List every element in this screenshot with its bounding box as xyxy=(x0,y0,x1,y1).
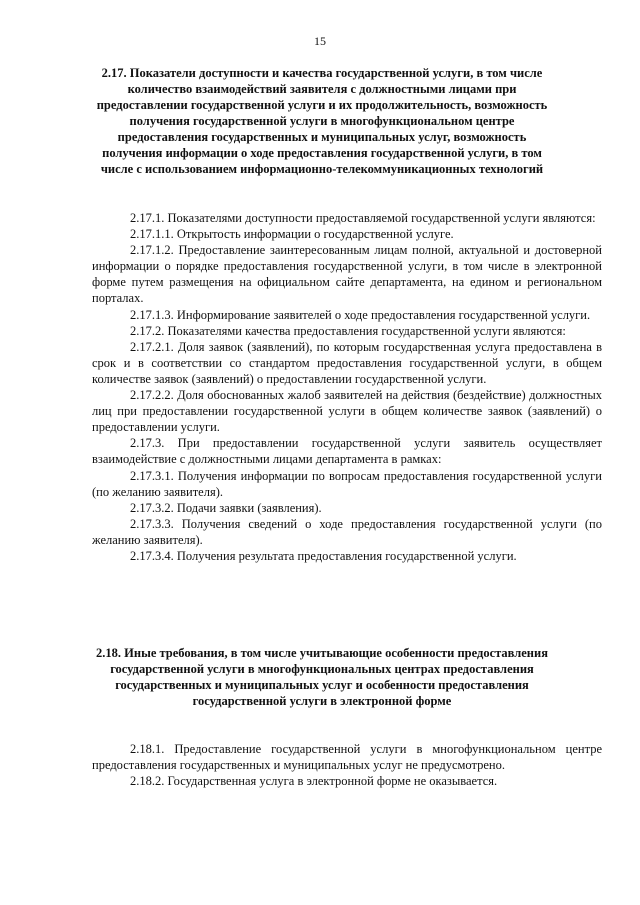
paragraph-2-17-3-2: 2.17.3.2. Подачи заявки (заявления). xyxy=(130,500,322,515)
section-2-18-heading: 2.18. Иные требования, в том числе учитывающие особенности предоставления государственной услуги в многофункциональных центрах предоставления государственных и муниципальных услуг и особенности предоставления государственной услуги в электронной форме xyxy=(96,646,548,708)
paragraph-2-17-3-4: 2.17.3.4. Получения результата предоставления государственной услуги. xyxy=(130,548,517,563)
paragraph-2-17-2-1: 2.17.2.1. Доля заявок (заявлений), по которым государственная услуга предоставлена в срок и в соответствии со стандартом предоставления государственной услуги, в общем количестве заявок (заявлений) о предоставлении государственной услуги. xyxy=(92,339,602,386)
section-2-18-body xyxy=(92,741,602,789)
paragraph-2-17-3: 2.17.3. При предоставлении государственной услуги заявитель осуществляет взаимодействие с должностными лицами департамента в рамках: xyxy=(92,436,602,467)
paragraph-2-17-2: 2.17.2. Показателями качества предоставления государственной услуги являются: xyxy=(130,323,566,338)
paragraph-2-17-1: 2.17.1. Показателями доступности предоставляемой государственной услуги являются: xyxy=(130,211,596,225)
paragraph-2-17-1-1: 2.17.1.1. Открытость информации о государственной услуге. xyxy=(130,227,454,242)
paragraph-2-17-3-1: 2.17.3.1. Получения информации по вопросам предоставления государственной услуги (по желанию заявителя). xyxy=(92,468,602,499)
section-2-17-heading: 2.17. Показатели доступности и качества государственной услуги, в том числе количество взаимодействий заявителя с должностными лицами при предоставлении государственной услуги и их продолжительность, возможность получения государственной услуги в многофункциональном центре предоставления государственных и муниципальных услуг, возможность получения информации о ходе предоставления государственной услуги, в том числе с использованием информационно-телекоммуникационных технологий xyxy=(96,66,548,176)
section-2-17-body xyxy=(92,210,602,564)
paragraph-2-17-3-3: 2.17.3.3. Получения сведений о ходе предоставления государственной услуги (по желанию заявителя). xyxy=(92,516,602,547)
paragraph-2-17-1-3: 2.17.1.3. Информирование заявителей о ходе предоставления государственной услуги. xyxy=(130,307,591,322)
paragraph-2-18-2: 2.18.2. Государственная услуга в электронной форме не оказывается. xyxy=(130,774,498,789)
paragraph-2-17-1-2: 2.17.1.2. Предоставление заинтересованным лицам полной, актуальной и достоверной информации о порядке предоставления государственной услуги, в том числе в электронной форме путем размещения на официальном сайте департамента, на едином и региональном порталах. xyxy=(92,243,602,306)
page-number: 15 xyxy=(314,34,326,48)
paragraph-2-18-1: 2.18.1. Предоставление государственной услуги в многофункциональном центре предоставления государственных и муниципальных услуг не предусмотрено. xyxy=(92,742,602,773)
paragraph-2-17-2-2: 2.17.2.2. Доля обоснованных жалоб заявителей на действия (бездействие) должностных лиц при предоставлении государственной услуги в общем количестве заявок (заявлений) о предоставлении услуги. xyxy=(92,388,602,435)
